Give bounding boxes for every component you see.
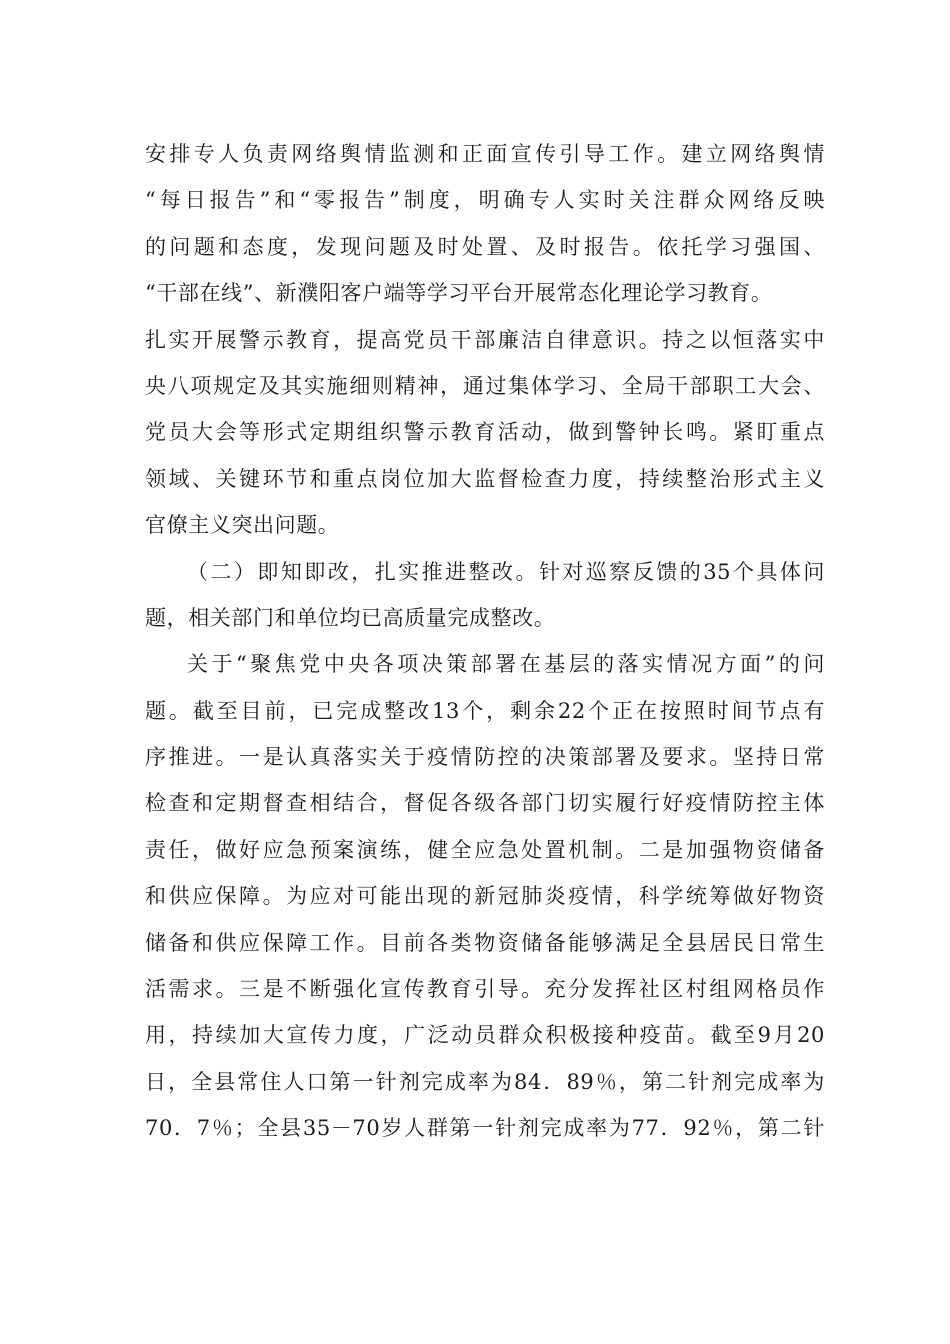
text-line: 官僚主义突出问题。 bbox=[145, 513, 340, 538]
section-heading-line: （二）即知即改，扎实推进整改。针对巡察反馈的35个具体问 bbox=[187, 559, 825, 584]
text-line: 活需求。三是不断强化宣传教育引导。充分发挥社区村组网格员作 bbox=[145, 977, 825, 1002]
text-line: “每日报告”和“零报告”制度，明确专人实时关注群众网络反映 bbox=[145, 188, 825, 213]
body-text bbox=[145, 131, 825, 1152]
text-line: 序推进。一是认真落实关于疫情防控的决策部署及要求。坚持日常 bbox=[145, 745, 825, 770]
text-line: 检查和定期督查相结合，督促各级各部门切实履行好疫情防控主体 bbox=[145, 791, 825, 816]
text-line: 领域、关键环节和重点岗位加大监督检查力度，持续整治形式主义 bbox=[145, 466, 825, 491]
text-line: 党员大会等形式定期组织警示教育活动，做到警钟长鸣。紧盯重点 bbox=[145, 420, 825, 445]
text-line: 安排专人负责网络舆情监测和正面宣传引导工作。建立网络舆情 bbox=[145, 142, 825, 166]
text-line: 70．7％；全县35－70岁人群第一针剂完成率为77．92％，第二针 bbox=[145, 1116, 825, 1141]
text-line: 题。截至目前，已完成整改13个，剩余22个正在按照时间节点有 bbox=[145, 698, 825, 723]
text-line: 责任，做好应急预案演练，健全应急处置机制。二是加强物资储备 bbox=[145, 837, 825, 862]
text-line: 日，全县常住人口第一针剂完成率为84．89％，第二针剂完成率为 bbox=[145, 1069, 825, 1094]
paragraph-start-line: 关于“聚焦党中央各项决策部署在基层的落实情况方面”的问 bbox=[187, 652, 825, 677]
text-line: 用，持续加大宣传力度，广泛动员群众积极接种疫苗。截至9月20 bbox=[145, 1023, 825, 1048]
text-line: “干部在线”、新濮阳客户端等学习平台开展常态化理论学习教育。 bbox=[145, 281, 773, 306]
text-line: 题，相关部门和单位均已高质量完成整改。 bbox=[145, 605, 556, 630]
text-line: 央八项规定及其实施细则精神，通过集体学习、全局干部职工大会、 bbox=[145, 373, 825, 398]
text-line: 的问题和态度，发现问题及时处置、及时报告。依托学习强国、 bbox=[145, 234, 825, 259]
text-line: 储备和供应保障工作。目前各类物资储备能够满足全县居民日常生 bbox=[145, 930, 825, 955]
text-line: 和供应保障。为应对可能出现的新冠肺炎疫情，科学统筹做好物资 bbox=[145, 884, 825, 909]
text-line: 扎实开展警示教育，提高党员干部廉洁自律意识。持之以恒落实中 bbox=[145, 327, 825, 352]
